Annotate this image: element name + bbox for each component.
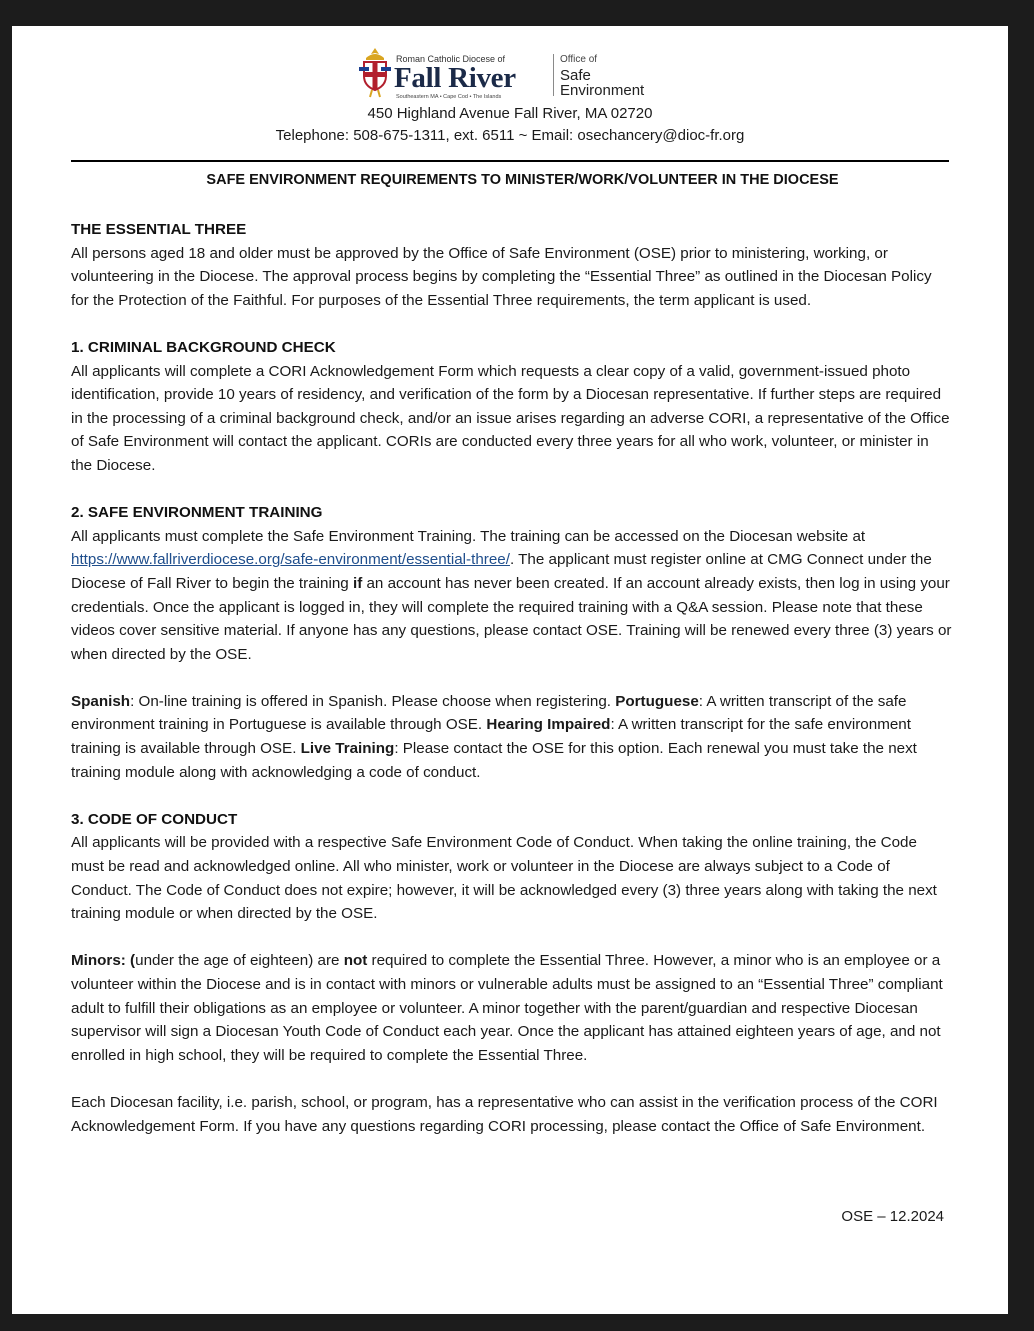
spanish-text: : On-line training is offered in Spanish. Please choose when registering. [130, 692, 616, 710]
live-training-text: : Please contact the OSE for this option. Each renewal you must take the next training module along with acknowledging a code of conduct. [71, 740, 917, 781]
logo-office-line1: Safe [560, 67, 591, 84]
spanish-label: Spanish [71, 692, 131, 710]
document-body [71, 218, 953, 1162]
training-heading: 2. SAFE ENVIRONMENT TRAINING [71, 504, 323, 522]
logo-office-line2: Environment [560, 82, 645, 99]
essential-three-paragraph: All persons aged 18 and older must be approved by the Office of Safe Environment (OSE) prior to ministering, working, or volunteering in the Diocese. The approval process begins by completing the “Essential Three” as outlined in the Diocesan Policy for the Protection of the Faithful. For purposes of the Essential Three requirements, the term applicant is used. [71, 244, 932, 309]
diocese-crest-icon [356, 46, 394, 98]
code-of-conduct-paragraph: All applicants will be provided with a respective Safe Environment Code of Conduct. When taking the online training, the Code must be read and acknowledged online. All who minister, work or volunteer in the Diocese are always subject to a Code of Conduct. The Code of Conduct does not expire; however, it will be acknowledged every (3) three years along with taking the next training module or when directed by the OSE. [71, 834, 937, 923]
header-contact: Telephone: 508-675-1311, ext. 6511 ~ Email: osechancery@dioc-fr.org [275, 127, 745, 144]
logo-region-caption: Southeastern MA • Cape Cod • The Islands [396, 94, 502, 100]
minors-not-emphasis: not [343, 952, 368, 970]
diocese-logo [356, 46, 696, 102]
live-training-label: Live Training [300, 740, 395, 758]
hearing-impaired-label: Hearing Impaired [486, 716, 611, 734]
code-of-conduct-heading: 3. CODE OF CONDUCT [71, 810, 238, 828]
minors-text-1: under the age of eighteen) are [135, 952, 344, 970]
logo-diocese-name: Fall River [394, 62, 516, 94]
logo-office-caption: Office of [560, 54, 598, 65]
document-page [12, 26, 1008, 1314]
facility-paragraph: Each Diocesan facility, i.e. parish, school, or program, has a representative who can assist in the verification process of the CORI Acknowledgement Form. If you have any questions regarding CORI processing, please contact the Office of Safe Environment. [71, 1093, 938, 1135]
minors-text-2: required to complete the Essential Three. However, a minor who is an employee or a volunteer within the Diocese and is in contact with minors or vulnerable adults must be assigned to an “Essential Three” compliant adult to fulfill their obligations as an employee or volunteer. A minor together with the parent/guardian and respective Diocesan supervisor will sign a Diocesan Youth Code of Conduct each year. Once the applicant has attained eighteen years of age, and not enrolled in high school, they will be required to complete the Essential Three. [71, 952, 943, 1064]
document-title: SAFE ENVIRONMENT REQUIREMENTS TO MINISTER/WORK/VOLUNTEER IN THE DIOCESE [206, 172, 839, 188]
logo-divider [553, 54, 554, 96]
portuguese-label: Portuguese [615, 692, 699, 710]
training-if-emphasis: if [352, 574, 363, 592]
training-text-mid: . The applicant must register online at CMG Connect under the Diocese of Fall River to begin the training [71, 551, 932, 592]
hearing-impaired-text: : A written transcript for the safe environment training is available through OSE. [71, 716, 911, 758]
language-options-paragraph [71, 690, 953, 784]
criminal-check-heading: 1. CRIMINAL BACKGROUND CHECK [71, 338, 336, 356]
criminal-check-paragraph: All applicants will complete a CORI Acknowledgement Form which requests a clear copy of a valid, government-issued photo identification, provide 10 years of residency, and verification of the form by a Diocesan representative. If further steps are required in the processing of a criminal background check, and/or an issue arises regarding an adverse CORI, a representative of the Office of Safe Environment will contact the applicant. CORIs are conducted every three years for all who work, volunteer, or minister in the Diocese. [71, 362, 950, 474]
header-address: 450 Highland Avenue Fall River, MA 02720 [367, 105, 653, 122]
training-text-post: an account has never been created. If an account already exists, then log in using your credentials. Once the applicant is logged in, they will complete the required training with a Q&A session. Please note that these videos cover sensitive material. If anyone has any questions, please contact OSE. Training will be renewed every three (3) years or when directed by the OSE. [71, 574, 952, 663]
essential-three-link[interactable]: https://www.fallriverdiocese.org/safe-environment/essential-three/ [71, 551, 510, 569]
document-code: OSE – 12.2024 [841, 1208, 944, 1225]
training-paragraph [71, 525, 953, 667]
portuguese-text: : A written transcript of the safe environment training in Portuguese is available through OSE. [71, 692, 907, 734]
header-divider [71, 160, 949, 162]
logo-diocese-caption: Roman Catholic Diocese of [396, 54, 506, 64]
minors-paragraph [71, 949, 953, 1067]
minors-label: Minors: ( [71, 952, 136, 970]
training-text-pre: All applicants must complete the Safe Environment Training. The training can be accessed on the Diocesan website at [71, 527, 866, 545]
essential-three-heading: THE ESSENTIAL THREE [71, 221, 247, 238]
